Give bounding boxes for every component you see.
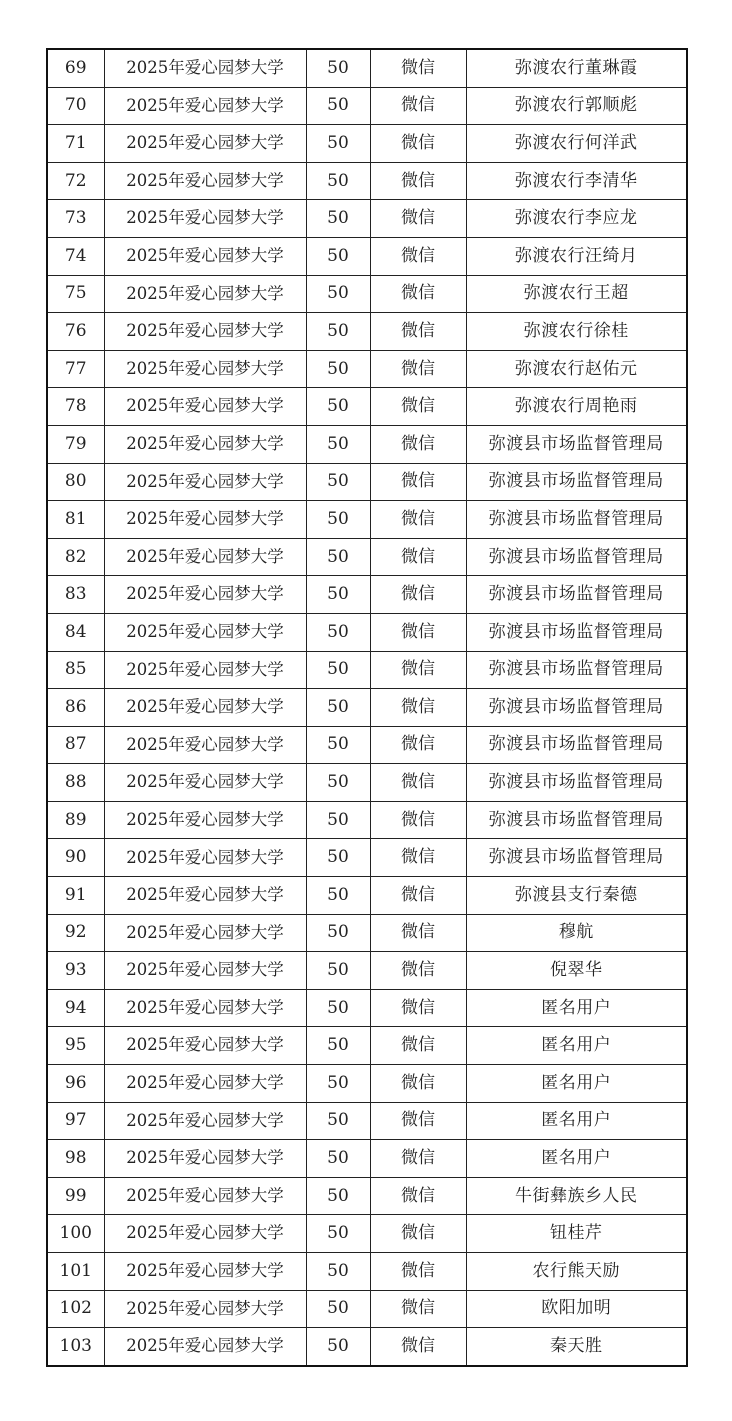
donor-name-cell: 弥渡农行汪绮月 — [466, 237, 687, 275]
amount-cell: 50 — [306, 952, 370, 990]
table-row — [47, 237, 687, 275]
amount-cell: 50 — [306, 162, 370, 200]
table-row — [47, 1027, 687, 1065]
payment-channel-cell: 微信 — [370, 162, 466, 200]
payment-channel-cell: 微信 — [370, 689, 466, 727]
donor-name-cell: 弥渡县市场监督管理局 — [466, 689, 687, 727]
donor-name-cell: 弥渡县市场监督管理局 — [466, 726, 687, 764]
project-cell: 2025年爱心园梦大学 — [104, 463, 306, 501]
table-row — [47, 839, 687, 877]
amount-cell: 50 — [306, 313, 370, 351]
payment-channel-cell: 微信 — [370, 275, 466, 313]
row-number-cell: 81 — [47, 501, 104, 539]
amount-cell: 50 — [306, 914, 370, 952]
row-number-cell: 85 — [47, 651, 104, 689]
payment-channel-cell: 微信 — [370, 463, 466, 501]
project-cell: 2025年爱心园梦大学 — [104, 425, 306, 463]
row-number-cell: 78 — [47, 388, 104, 426]
payment-channel-cell: 微信 — [370, 501, 466, 539]
project-cell: 2025年爱心园梦大学 — [104, 350, 306, 388]
amount-cell: 50 — [306, 237, 370, 275]
row-number-cell: 86 — [47, 689, 104, 727]
donor-name-cell: 弥渡农行李应龙 — [466, 200, 687, 238]
table-row — [47, 989, 687, 1027]
payment-channel-cell: 微信 — [370, 388, 466, 426]
table-row — [47, 651, 687, 689]
amount-cell: 50 — [306, 87, 370, 125]
project-cell: 2025年爱心园梦大学 — [104, 313, 306, 351]
amount-cell: 50 — [306, 989, 370, 1027]
row-number-cell: 73 — [47, 200, 104, 238]
amount-cell: 50 — [306, 1215, 370, 1253]
amount-cell: 50 — [306, 689, 370, 727]
project-cell: 2025年爱心园梦大学 — [104, 689, 306, 727]
table-row — [47, 1177, 687, 1215]
payment-channel-cell: 微信 — [370, 801, 466, 839]
donor-name-cell: 弥渡县市场监督管理局 — [466, 764, 687, 802]
amount-cell: 50 — [306, 651, 370, 689]
amount-cell: 50 — [306, 613, 370, 651]
payment-channel-cell: 微信 — [370, 237, 466, 275]
donor-name-cell: 弥渡农行周艳雨 — [466, 388, 687, 426]
payment-channel-cell: 微信 — [370, 1027, 466, 1065]
row-number-cell: 103 — [47, 1328, 104, 1366]
amount-cell: 50 — [306, 576, 370, 614]
row-number-cell: 80 — [47, 463, 104, 501]
donor-name-cell: 弥渡农行徐桂 — [466, 313, 687, 351]
table-row — [47, 1102, 687, 1140]
donor-name-cell: 弥渡农行何洋武 — [466, 125, 687, 163]
table-row — [47, 49, 687, 87]
row-number-cell: 92 — [47, 914, 104, 952]
project-cell: 2025年爱心园梦大学 — [104, 275, 306, 313]
payment-channel-cell: 微信 — [370, 425, 466, 463]
project-cell: 2025年爱心园梦大学 — [104, 839, 306, 877]
row-number-cell: 98 — [47, 1140, 104, 1178]
amount-cell: 50 — [306, 275, 370, 313]
project-cell: 2025年爱心园梦大学 — [104, 1253, 306, 1291]
amount-cell: 50 — [306, 49, 370, 87]
donor-name-cell: 弥渡县支行秦德 — [466, 877, 687, 915]
table-row — [47, 689, 687, 727]
donation-table — [46, 48, 688, 1367]
row-number-cell: 96 — [47, 1065, 104, 1103]
project-cell: 2025年爱心园梦大学 — [104, 877, 306, 915]
payment-channel-cell: 微信 — [370, 576, 466, 614]
donor-name-cell: 弥渡农行李清华 — [466, 162, 687, 200]
project-cell: 2025年爱心园梦大学 — [104, 388, 306, 426]
donor-name-cell: 弥渡县市场监督管理局 — [466, 801, 687, 839]
table-row — [47, 1140, 687, 1178]
row-number-cell: 102 — [47, 1290, 104, 1328]
row-number-cell: 84 — [47, 613, 104, 651]
amount-cell: 50 — [306, 425, 370, 463]
table-row — [47, 1065, 687, 1103]
project-cell: 2025年爱心园梦大学 — [104, 87, 306, 125]
donation-list-sheet — [46, 48, 686, 1367]
row-number-cell: 100 — [47, 1215, 104, 1253]
table-row — [47, 952, 687, 990]
amount-cell: 50 — [306, 1065, 370, 1103]
project-cell: 2025年爱心园梦大学 — [104, 162, 306, 200]
donor-name-cell: 弥渡农行董琳霞 — [466, 49, 687, 87]
payment-channel-cell: 微信 — [370, 350, 466, 388]
payment-channel-cell: 微信 — [370, 613, 466, 651]
table-row — [47, 87, 687, 125]
table-row — [47, 801, 687, 839]
payment-channel-cell: 微信 — [370, 726, 466, 764]
table-row — [47, 764, 687, 802]
payment-channel-cell: 微信 — [370, 839, 466, 877]
project-cell: 2025年爱心园梦大学 — [104, 1177, 306, 1215]
table-row — [47, 538, 687, 576]
table-row — [47, 388, 687, 426]
project-cell: 2025年爱心园梦大学 — [104, 613, 306, 651]
amount-cell: 50 — [306, 839, 370, 877]
payment-channel-cell: 微信 — [370, 1102, 466, 1140]
payment-channel-cell: 微信 — [370, 313, 466, 351]
row-number-cell: 88 — [47, 764, 104, 802]
row-number-cell: 93 — [47, 952, 104, 990]
table-row — [47, 162, 687, 200]
payment-channel-cell: 微信 — [370, 125, 466, 163]
payment-channel-cell: 微信 — [370, 1215, 466, 1253]
payment-channel-cell: 微信 — [370, 764, 466, 802]
project-cell: 2025年爱心园梦大学 — [104, 1290, 306, 1328]
amount-cell: 50 — [306, 538, 370, 576]
project-cell: 2025年爱心园梦大学 — [104, 801, 306, 839]
payment-channel-cell: 微信 — [370, 952, 466, 990]
payment-channel-cell: 微信 — [370, 1065, 466, 1103]
payment-channel-cell: 微信 — [370, 877, 466, 915]
donor-name-cell: 牛街彝族乡人民 — [466, 1177, 687, 1215]
donation-table-body — [47, 49, 687, 1366]
row-number-cell: 91 — [47, 877, 104, 915]
project-cell: 2025年爱心园梦大学 — [104, 1215, 306, 1253]
payment-channel-cell: 微信 — [370, 49, 466, 87]
project-cell: 2025年爱心园梦大学 — [104, 1102, 306, 1140]
project-cell: 2025年爱心园梦大学 — [104, 1328, 306, 1366]
project-cell: 2025年爱心园梦大学 — [104, 49, 306, 87]
row-number-cell: 95 — [47, 1027, 104, 1065]
donor-name-cell: 匿名用户 — [466, 989, 687, 1027]
project-cell: 2025年爱心园梦大学 — [104, 125, 306, 163]
table-row — [47, 425, 687, 463]
project-cell: 2025年爱心园梦大学 — [104, 952, 306, 990]
row-number-cell: 69 — [47, 49, 104, 87]
payment-channel-cell: 微信 — [370, 200, 466, 238]
amount-cell: 50 — [306, 1027, 370, 1065]
table-row — [47, 313, 687, 351]
payment-channel-cell: 微信 — [370, 538, 466, 576]
payment-channel-cell: 微信 — [370, 1328, 466, 1366]
table-row — [47, 1328, 687, 1366]
table-row — [47, 726, 687, 764]
row-number-cell: 89 — [47, 801, 104, 839]
amount-cell: 50 — [306, 463, 370, 501]
amount-cell: 50 — [306, 1177, 370, 1215]
donor-name-cell: 弥渡县市场监督管理局 — [466, 613, 687, 651]
row-number-cell: 82 — [47, 538, 104, 576]
amount-cell: 50 — [306, 1253, 370, 1291]
amount-cell: 50 — [306, 125, 370, 163]
row-number-cell: 77 — [47, 350, 104, 388]
donor-name-cell: 弥渡农行王超 — [466, 275, 687, 313]
row-number-cell: 90 — [47, 839, 104, 877]
payment-channel-cell: 微信 — [370, 1290, 466, 1328]
amount-cell: 50 — [306, 200, 370, 238]
payment-channel-cell: 微信 — [370, 87, 466, 125]
table-row — [47, 914, 687, 952]
row-number-cell: 83 — [47, 576, 104, 614]
table-row — [47, 1253, 687, 1291]
donor-name-cell: 弥渡县市场监督管理局 — [466, 425, 687, 463]
project-cell: 2025年爱心园梦大学 — [104, 237, 306, 275]
donor-name-cell: 倪翠华 — [466, 952, 687, 990]
row-number-cell: 74 — [47, 237, 104, 275]
table-row — [47, 200, 687, 238]
project-cell: 2025年爱心园梦大学 — [104, 726, 306, 764]
donor-name-cell: 匿名用户 — [466, 1027, 687, 1065]
project-cell: 2025年爱心园梦大学 — [104, 1065, 306, 1103]
project-cell: 2025年爱心园梦大学 — [104, 651, 306, 689]
amount-cell: 50 — [306, 388, 370, 426]
table-row — [47, 1215, 687, 1253]
table-row — [47, 1290, 687, 1328]
amount-cell: 50 — [306, 350, 370, 388]
table-row — [47, 877, 687, 915]
row-number-cell: 99 — [47, 1177, 104, 1215]
donor-name-cell: 弥渡县市场监督管理局 — [466, 839, 687, 877]
table-row — [47, 613, 687, 651]
row-number-cell: 94 — [47, 989, 104, 1027]
donor-name-cell: 弥渡县市场监督管理局 — [466, 538, 687, 576]
row-number-cell: 70 — [47, 87, 104, 125]
project-cell: 2025年爱心园梦大学 — [104, 538, 306, 576]
table-row — [47, 275, 687, 313]
row-number-cell: 87 — [47, 726, 104, 764]
row-number-cell: 71 — [47, 125, 104, 163]
table-row — [47, 125, 687, 163]
row-number-cell: 76 — [47, 313, 104, 351]
amount-cell: 50 — [306, 726, 370, 764]
row-number-cell: 101 — [47, 1253, 104, 1291]
project-cell: 2025年爱心园梦大学 — [104, 914, 306, 952]
payment-channel-cell: 微信 — [370, 914, 466, 952]
project-cell: 2025年爱心园梦大学 — [104, 1140, 306, 1178]
payment-channel-cell: 微信 — [370, 1140, 466, 1178]
amount-cell: 50 — [306, 1290, 370, 1328]
row-number-cell: 97 — [47, 1102, 104, 1140]
donor-name-cell: 弥渡农行郭顺彪 — [466, 87, 687, 125]
payment-channel-cell: 微信 — [370, 1177, 466, 1215]
project-cell: 2025年爱心园梦大学 — [104, 764, 306, 802]
amount-cell: 50 — [306, 801, 370, 839]
amount-cell: 50 — [306, 1102, 370, 1140]
amount-cell: 50 — [306, 877, 370, 915]
amount-cell: 50 — [306, 764, 370, 802]
payment-channel-cell: 微信 — [370, 1253, 466, 1291]
donor-name-cell: 弥渡县市场监督管理局 — [466, 651, 687, 689]
project-cell: 2025年爱心园梦大学 — [104, 1027, 306, 1065]
amount-cell: 50 — [306, 1328, 370, 1366]
table-row — [47, 463, 687, 501]
project-cell: 2025年爱心园梦大学 — [104, 989, 306, 1027]
donor-name-cell: 弥渡农行赵佑元 — [466, 350, 687, 388]
donor-name-cell: 穆航 — [466, 914, 687, 952]
donor-name-cell: 欧阳加明 — [466, 1290, 687, 1328]
project-cell: 2025年爱心园梦大学 — [104, 501, 306, 539]
donor-name-cell: 秦天胜 — [466, 1328, 687, 1366]
row-number-cell: 72 — [47, 162, 104, 200]
amount-cell: 50 — [306, 1140, 370, 1178]
donor-name-cell: 匿名用户 — [466, 1065, 687, 1103]
row-number-cell: 79 — [47, 425, 104, 463]
project-cell: 2025年爱心园梦大学 — [104, 200, 306, 238]
donor-name-cell: 弥渡县市场监督管理局 — [466, 463, 687, 501]
donor-name-cell: 弥渡县市场监督管理局 — [466, 576, 687, 614]
payment-channel-cell: 微信 — [370, 651, 466, 689]
amount-cell: 50 — [306, 501, 370, 539]
donor-name-cell: 弥渡县市场监督管理局 — [466, 501, 687, 539]
row-number-cell: 75 — [47, 275, 104, 313]
donor-name-cell: 匿名用户 — [466, 1102, 687, 1140]
table-row — [47, 350, 687, 388]
donor-name-cell: 匿名用户 — [466, 1140, 687, 1178]
project-cell: 2025年爱心园梦大学 — [104, 576, 306, 614]
payment-channel-cell: 微信 — [370, 989, 466, 1027]
donor-name-cell: 农行熊天励 — [466, 1253, 687, 1291]
donor-name-cell: 钮桂芹 — [466, 1215, 687, 1253]
table-row — [47, 501, 687, 539]
table-row — [47, 576, 687, 614]
